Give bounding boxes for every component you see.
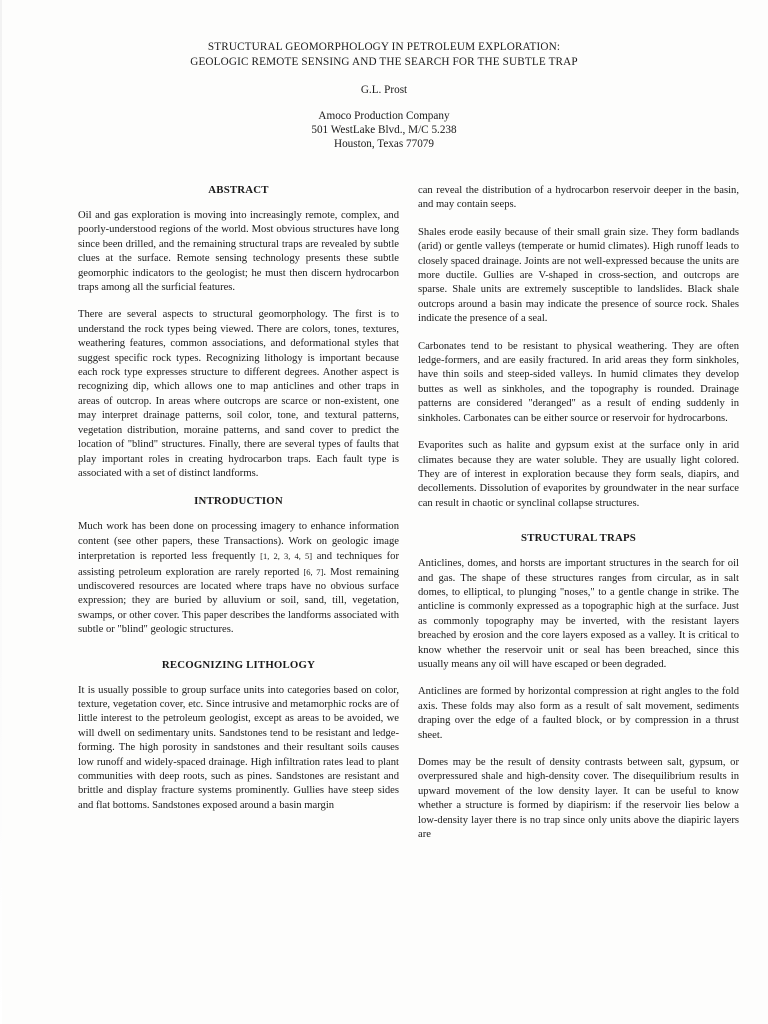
structural-traps-heading: STRUCTURAL TRAPS <box>521 532 636 545</box>
sandstone-continuation-paragraph: can reveal the distribution of a hydrocarbon reservoir deeper in the basin, and may contain seeps. <box>418 185 739 211</box>
left-column <box>78 183 399 826</box>
abstract-heading: ABSTRACT <box>208 184 269 196</box>
author-name: G.L. Prost <box>360 84 408 96</box>
abstract-paragraph-1: Oil and gas exploration is moving into increasingly remote, complex, and poorly-understood regions of the world. Most obvious structures have long since been drilled, and the remaining structural traps are revealed by subtle clues at the surface. Remote sensing technology presents these subtle geomorphic indicators to the geologist; he must then discern hydrocarbon traps among all the surficial features. <box>78 210 399 294</box>
intro-text-b: and techniques for assisting petroleum exploration are rarely reported <box>78 551 399 578</box>
lithology-heading: RECOGNIZING LITHOLOGY <box>161 658 316 671</box>
paper-header <box>0 40 768 151</box>
citation-group-1: [1, 2, 3, 4, 5] <box>260 551 313 562</box>
evaporite-paragraph: Evaporites such as halite and gypsum exist at the surface only in arid climates because they are water soluble. They are usually light colored. They are of interest in exploration because they form seals, diapirs, and decollements. Dissolution of evaporites by groundwater in the near surface can result in chaotic or synclinal collapse structures. <box>418 440 739 509</box>
right-column <box>418 184 739 855</box>
shale-paragraph: Shales erode easily because of their small grain size. They form badlands (arid) or gentle valleys (temperate or humid climates). High runoff leads to closely spaced drainage. Joints are not well-expressed because the units are more ductile. Gullies are V-shaped in cross-section, and outcrops are sparse. Shale units are extremely susceptible to landslides. Black shale outcrops around a basin may indicate the presence of source rock. Shales indicate the presence of a seal. <box>418 226 739 325</box>
citation-group-2: [6, 7] <box>303 566 324 577</box>
intro-text-a: Much work has been done on processing imagery to enhance information content (see other papers, these Transactions). Work on geologic image interpretation is reported less frequently <box>78 521 399 563</box>
lithology-paragraph: It is usually possible to group surface units into categories based on color, texture, vegetation cover, etc. Since intrusive and metamorphic rocks are of little interest to the petroleum geologist, except as areas to be avoided, we will dwell on sedimentary units. Sandstones tend to be resistant and ledge-forming. The high porosity in sandstones and their resultant soils causes low runoff and widely-spaced drainage. High infiltration rates lead to plant communities with deep roots, such as pines. Sandstones are resistant and brittle and display fracture systems prominently. Gullies have steep sides and flat bottoms. Sandstones exposed around a basin margin <box>78 684 399 811</box>
abstract-paragraph-2: There are several aspects to structural geomorphology. The first is to understand the rock types being viewed. There are colors, tones, textures, weathering features, common associations, and deformational styles that suggest specific rock types. Recognizing lithology is important because each rock type expresses structure to different degrees. Another aspect is recognizing dip, which allows one to map anticlines and other traps in areas of outcrop. In areas where outcrops are scarce or non-existent, one may interpret drainage patterns, soil color, tone, and textural patterns, vegetation distribution, moraine patterns, and sand cover to predict the location of "blind" structures. Finally, there are several types of faults that play important roles in creating hydrocarbon traps. Each fault type is associated with a set of distinct landforms. <box>78 309 399 479</box>
author-affiliation <box>0 109 768 151</box>
introduction-paragraph <box>78 520 399 637</box>
paper-title-line-1: STRUCTURAL GEOMORPHOLOGY IN PETROLEUM EXPLORATION: <box>207 41 561 53</box>
intro-text-c: . Most remaining undiscovered resources are located where traps have no obvious surface expression; they are buried by alluvium or soil, sand, till, vegetation, swamps, or other cover. This paper describes the landforms associated with subtle or "blind" geologic structures. <box>78 566 399 636</box>
affiliation-company: Amoco Production Company <box>318 110 450 122</box>
traps-paragraph-3: Domes may be the result of density contrasts between salt, gypsum, or overpressured shale and high-density cover. The disequilibrium results in upward movement of the low density layer. It can be useful to know whether a structure is formed by diapirism: if the reservoir lies below a low-density layer there is no trap since only units above the diapiric layers are <box>418 757 739 841</box>
introduction-heading: INTRODUCTION <box>194 495 283 508</box>
affiliation-city: Houston, Texas 77079 <box>333 138 434 150</box>
carbonate-paragraph: Carbonates tend to be resistant to physical weathering. They are often ledge-formers, and are easily fractured. In arid areas they form sinkholes, have thin soils and steep-sided valleys. In humid climates they develop buttes as well as sinkholes, and the topography is rounded. Drainage patterns are considered "deranged" as a result of ending suddenly in sinkholes. Carbonates can be either source or reservoir for hydrocarbons. <box>418 340 739 424</box>
traps-paragraph-1: Anticlines, domes, and horsts are important structures in the search for oil and gas. The shape of these structures ranges from circular, as in salt domes, to elliptical, to plunging "noses," to a gentle change in strike. The anticline is commonly expressed as a topographic high at the surface. Just as commonly topography may be inverted, with the resistant layers breached by erosion and the core layers exposed as a valley. It is critical to know whether the reservoir unit or seal has been breached, since this usually means any oil will have escaped or been degraded. <box>418 558 739 670</box>
affiliation-address: 501 WestLake Blvd., M/C 5.238 <box>311 124 457 136</box>
scan-edge <box>0 0 2 1024</box>
traps-paragraph-2: Anticlines are formed by horizontal compression at right angles to the fold axis. These folds may also form as a result of salt movement, sediments draping over the edge of a faulted block, or by compression in a thrust sheet. <box>418 686 739 741</box>
paper-title-line-2: GEOLOGIC REMOTE SENSING AND THE SEARCH FOR THE SUBTLE TRAP <box>190 56 578 68</box>
